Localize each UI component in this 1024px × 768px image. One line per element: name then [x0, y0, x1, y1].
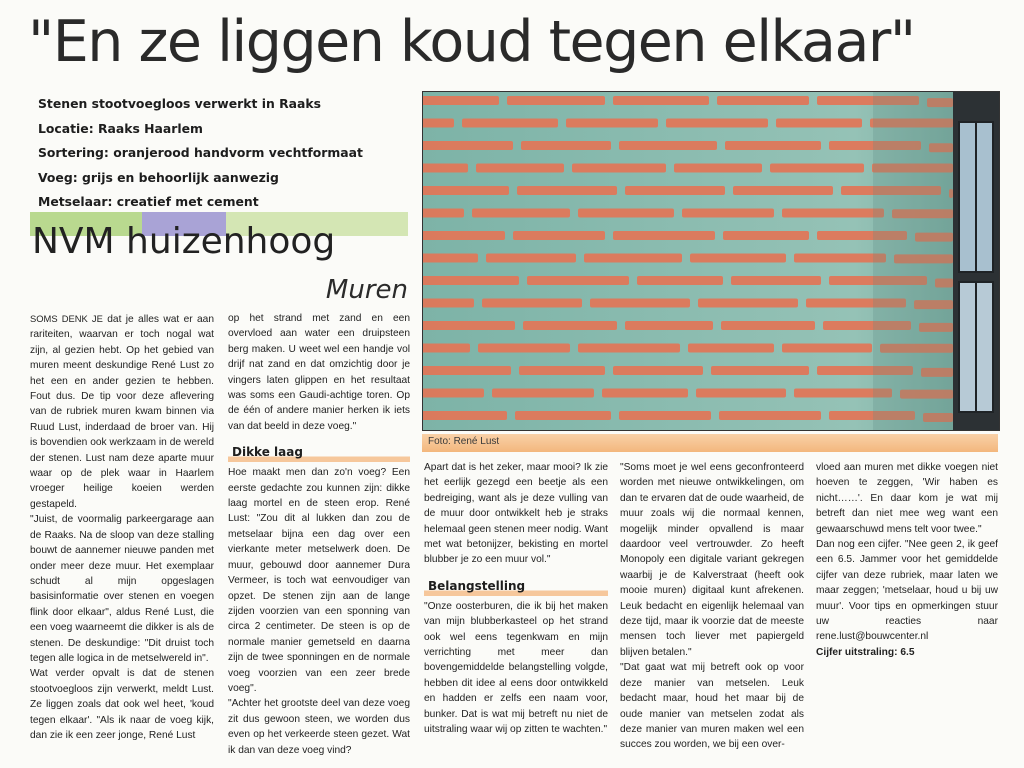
brick [423, 276, 519, 285]
brick [423, 96, 499, 105]
brick [523, 321, 617, 330]
brick [690, 254, 786, 263]
paragraph-text: dat je alles wat er aan rariteiten, waarvan er toch nogal wat zijn, al gezien hebt. Op het gebied van muren meent deskundige René Lust zo het een en ander gezien te hebben. Fout dus. De tip voor deze aflevering van de rubriek muren kwam binnen via Ruud Lust, inderdaad de broer van. Hij is bovendien ook werkzaam in de wereld der stenen. Lust nam deze aparte muur waar op de plek waar in Haarlem vroeger heilige koeien werden gestapeld. [30, 314, 214, 510]
brick [572, 164, 666, 173]
brick [423, 119, 454, 128]
brick [731, 276, 821, 285]
brick [625, 186, 725, 195]
brick [478, 344, 570, 353]
brick [584, 254, 682, 263]
paragraph: "Juist, de voormalig parkeergarage aan de Raaks. Na de sloop van deze stalling bouwt de aannemer nieuwe panden met onder meer deze muur. Het exemplaar schudt al mijn opgeslagen basisinformatie over stenen en voegen flink door elkaar", aldus René Lust, die een voeg waarneemt die dikker is als de stenen. De deskundige: "Dit druist toch tegen alle logica in de metselwereld in". [30, 514, 214, 664]
brick [566, 119, 658, 128]
spec-line: Sortering: oranjerood handvorm vechtformaat [38, 145, 363, 160]
brick [602, 389, 688, 398]
brick [674, 164, 762, 173]
brick [733, 186, 833, 195]
brick [688, 344, 774, 353]
spec-line: Locatie: Raaks Haarlem [38, 120, 203, 136]
brick [423, 321, 515, 330]
brick [578, 209, 674, 218]
brick-wall-image [423, 92, 999, 430]
brick [613, 231, 715, 240]
article-column-3 [424, 460, 608, 763]
subheading-dikke-laag: Dikke laag [228, 442, 410, 462]
brick [423, 344, 470, 353]
brick [711, 366, 809, 375]
brick [613, 366, 703, 375]
brick [725, 141, 821, 150]
brick [486, 254, 576, 263]
brick [423, 164, 468, 173]
brick [619, 411, 711, 420]
brick [776, 119, 862, 128]
paragraph: Wat verder opvalt is dat de stenen stootvoegloos zijn verwerkt, meldt Lust. Ze liggen zoals dat ook wel heet, 'koud tegen elkaar'. "Als ik naar de voeg kijk, dan zie ik een zeer jonge, René Lust [30, 668, 214, 741]
paragraph [30, 311, 214, 512]
article-column-1 [30, 311, 214, 763]
paragraph: vloed aan muren met dikke voegen niet hoeven te zeggen, 'Wir haben es nicht……'. En daar kom je wat mij betreft dan niet mee weg want een gewaarschuwd mens telt voor twee." [816, 462, 998, 535]
brick [423, 254, 478, 263]
brick [492, 389, 594, 398]
brick [507, 96, 605, 105]
brick [423, 231, 505, 240]
brick [476, 164, 564, 173]
paragraph: op het strand met zand en een overvloed aan water een druipsteen berg maken. U weet wel een handje vol drijf nat zand en dat omzichtig door je vingers laten glippen en het resultaat was soms een Gaudi-achtige toren. Op de één of andere manier herken ik iets van dat beeld in deze voeg." [228, 313, 410, 432]
rubric-subtitle: Muren [325, 275, 408, 305]
brick [637, 276, 723, 285]
headline: "En ze liggen koud tegen elkaar" [28, 9, 915, 75]
article-column-4 [620, 460, 804, 763]
brick [515, 411, 611, 420]
brick [462, 119, 558, 128]
brick [613, 96, 709, 105]
brick [794, 254, 886, 263]
brick [619, 141, 717, 150]
paragraph: Hoe maakt men dan zo'n voeg? Een eerste gedachte zou kunnen zijn: dikke laag mortel en de steen erop. René Lust: "Zou dit al lukken dan zou de metselaar bijna een dag over een vierkante meter metselwerk doen. De muur, gebouwd door aannemer Dura Vermeer, is toch wat eenvoudiger van opzet. De stenen zijn aan de lange zijden voorzien van een sponning van circa 2 centimeter. De steen is op de normale manier gemetseld en daarna zijn de twee sponningen en de normale voeg voorzien van een zeer brede voeg". [228, 467, 410, 694]
brick [682, 209, 774, 218]
brick [472, 209, 570, 218]
brick [519, 366, 605, 375]
rating-line: Cijfer uitstraling: 6.5 [816, 646, 915, 658]
article-column-5 [816, 460, 998, 680]
lead-in: SOMS DENK JE [30, 313, 103, 324]
photo-caption-bar [422, 434, 998, 452]
brick [666, 119, 768, 128]
brick [423, 209, 464, 218]
brick [782, 209, 884, 218]
brick [782, 344, 872, 353]
brick [527, 276, 629, 285]
paragraph: "Soms moet je wel eens geconfronteerd worden met nieuwe ontwikkelingen, om dan te ervaren dat de oude waarheid, de muur zoals wij die normaal kennen, mogelijk minder opvallend is maar daardoor veel vertrouwder. Zo heeft Monopoly een digitale variant gekregen waarbij je de Kalverstraat (heeft ook mooie muren) digitaal kunt afrekenen. Leuk bedacht en eigenlijk helemaal van deze tijd, maar ik voorzie dat de meeste mensen toch liever met papiergeld blijven betalen." [620, 462, 804, 658]
rubric-title: NVM huizenhoog [32, 221, 336, 262]
brick [423, 186, 509, 195]
brick [721, 321, 815, 330]
paragraph: Dan nog een cijfer. "Nee geen 2, ik geef een 6.5. Jammer voor het gemiddelde cijfer van deze rubriek, maar laten we maar zeggen; 'metselaar, houd u bij uw muur'. Voor tips en opmerkingen stuur uw reacties naar rene.lust@bouwcenter.nl [816, 539, 998, 643]
spec-line: Metselaar: creatief met cement [38, 194, 259, 209]
brick [423, 366, 511, 375]
paragraph: "Achter het grootste deel van deze voeg zit dus gewoon steen, we worden dus even op het verkeerde steen gezet. Wat ik dan van deze voeg vind? [228, 698, 410, 756]
brick [423, 389, 484, 398]
brick [578, 344, 680, 353]
brick [698, 299, 798, 308]
brick [517, 186, 617, 195]
photo-caption: Foto: René Lust [428, 436, 500, 447]
spec-list [38, 92, 418, 215]
brick [696, 389, 786, 398]
brick [423, 411, 507, 420]
brick [719, 411, 821, 420]
brick [423, 141, 513, 150]
spec-line: Voeg: grijs en behoorlijk aanwezig [38, 169, 279, 185]
brick-wall-photo [422, 91, 1000, 431]
subheading-belangstelling: Belangstelling [424, 576, 608, 596]
brick [723, 231, 809, 240]
brick [423, 299, 474, 308]
spec-line: Stenen stootvoegloos verwerkt in Raaks [38, 96, 321, 111]
paragraph: "Dat gaat wat mij betreft ook op voor deze manier van metselen. Leuk bedacht maar, houd het maar bij de oude manier van metselen zodat als deze manier van muren maken wel een succes zou worden, we bij een over- [620, 662, 804, 751]
brick [717, 96, 809, 105]
brick [482, 299, 582, 308]
paragraph: "Onze oosterburen, die ik bij het maken van mijn blubberkasteel op het strand ook wel eens tegenkwam en mijn verrichting met meer dan bovengemiddelde belangstelling volgde, hebben dit idee al eens door ontwikkeld en hadden er zelfs een naam voor, bunker. Dat is wat mij betreft nu niet de uitstraling waar wij op zitten te wachten." [424, 600, 608, 736]
brick [513, 231, 605, 240]
brick [590, 299, 690, 308]
brick [625, 321, 713, 330]
paragraph: Apart dat is het zeker, maar mooi? Ik zie het eerlijk gezegd een beetje als een bedreiging, want als je deze vulling van de muur door ontwikkelt heb je straks helemaal geen stenen meer nodig. Want met wat betonijzer, bekisting en mortel blubber je zo een muur vol." [424, 462, 608, 566]
article-column-2 [228, 311, 410, 763]
brick [770, 164, 864, 173]
brick [521, 141, 611, 150]
